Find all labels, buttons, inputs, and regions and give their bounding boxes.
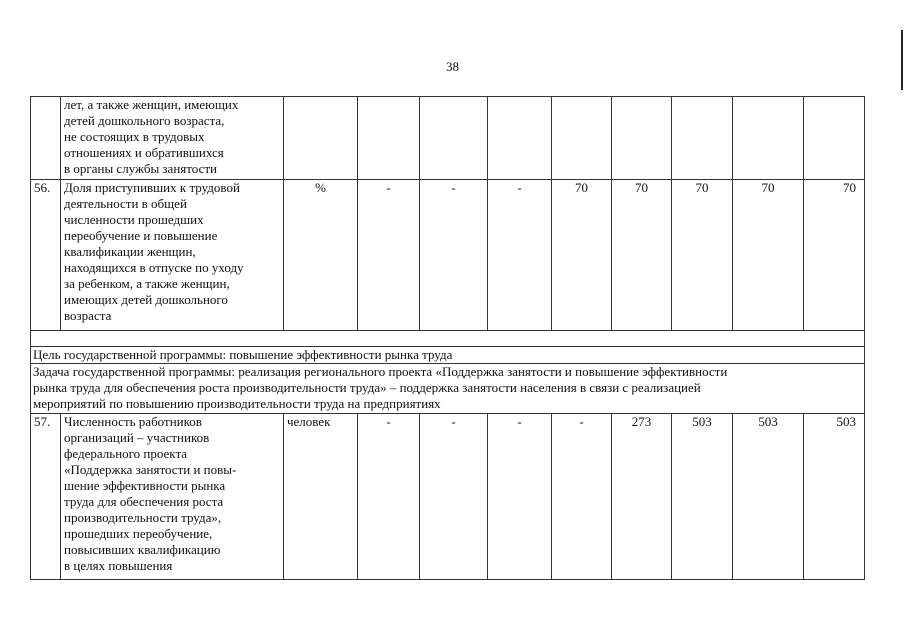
value-cell: -	[488, 180, 552, 331]
row-unit: %	[284, 180, 358, 331]
table-row-task	[31, 364, 865, 414]
page-number: 38	[446, 59, 459, 74]
value-cell	[488, 97, 552, 180]
value-cell	[672, 97, 733, 180]
text-line: деятельности в общей	[64, 196, 187, 211]
text-line: численности прошедших	[64, 212, 204, 227]
text-line: детей дошкольного возраста,	[64, 113, 225, 128]
value-cell	[733, 97, 804, 180]
table-row-continuation	[31, 97, 865, 180]
text-line: за ребенком, а также женщин,	[64, 276, 230, 291]
value-cell	[358, 97, 420, 180]
value-cell: -	[420, 180, 488, 331]
table-row-spacer	[31, 331, 865, 347]
value-cell: 273	[612, 414, 672, 580]
value-cell: -	[552, 414, 612, 580]
value-cell: 70	[612, 180, 672, 331]
value-cell: 70	[733, 180, 804, 331]
text-line: в органы службы занятости	[64, 161, 218, 176]
goal-cell: Цель государственной программы: повышение эффективности рынка труда	[31, 347, 865, 364]
row-number	[31, 97, 61, 180]
text-line: в целях повышения	[64, 558, 173, 573]
value-cell: 503	[672, 414, 733, 580]
value-cell	[804, 97, 865, 180]
value-cell: 70	[672, 180, 733, 331]
text-line: мероприятий по повышению производительности труда на предприятиях	[33, 396, 441, 411]
row-description	[61, 180, 284, 331]
value-cell: 70	[804, 180, 865, 331]
text-line: рынка труда для обеспечения роста производительности труда» – поддержка занятости населения в связи с реализацией	[33, 380, 701, 395]
value-cell	[612, 97, 672, 180]
spacer-cell	[31, 331, 865, 347]
text-line: возраста	[64, 308, 112, 323]
text-line: прошедших переобучение,	[64, 526, 213, 541]
task-cell	[31, 364, 865, 414]
value-cell: -	[420, 414, 488, 580]
text-line: Численность работников	[64, 414, 202, 429]
table-row-56	[31, 180, 865, 331]
value-cell: -	[488, 414, 552, 580]
value-cell: 70	[552, 180, 612, 331]
row-description	[61, 414, 284, 580]
value-cell: 503	[733, 414, 804, 580]
text-line: Задача государственной программы: реализация регионального проекта «Поддержка занятости и повышение эффективности	[33, 364, 728, 379]
row-number: 56.	[31, 180, 61, 331]
indicators-table	[30, 96, 865, 580]
text-line: производительности труда»,	[64, 510, 222, 525]
text-line: имеющих детей дошкольного	[64, 292, 228, 307]
text-line: федерального проекта	[64, 446, 188, 461]
margin-mark	[901, 30, 903, 90]
value-cell	[420, 97, 488, 180]
row-unit: человек	[284, 414, 358, 580]
value-cell: -	[358, 414, 420, 580]
table-row-57	[31, 414, 865, 580]
row-unit	[284, 97, 358, 180]
table-row-goal	[31, 347, 865, 364]
text-line: труда для обеспечения роста	[64, 494, 224, 509]
text-line: шение эффективности рынка	[64, 478, 226, 493]
text-line: находящихся в отпуске по уходу	[64, 260, 244, 275]
text-line: не состоящих в трудовых	[64, 129, 205, 144]
row-description	[61, 97, 284, 180]
value-cell: -	[358, 180, 420, 331]
row-number: 57.	[31, 414, 61, 580]
text-line: Доля приступивших к трудовой	[64, 180, 240, 195]
text-line: организаций – участников	[64, 430, 210, 445]
text-line: отношениях и обратившихся	[64, 145, 224, 160]
value-cell	[552, 97, 612, 180]
text-line: переобучение и повышение	[64, 228, 218, 243]
text-line: повысивших квалификацию	[64, 542, 221, 557]
text-line: квалификации женщин,	[64, 244, 196, 259]
text-line: лет, а также женщин, имеющих	[64, 97, 239, 112]
value-cell: 503	[804, 414, 865, 580]
text-line: «Поддержка занятости и повы-	[64, 462, 237, 477]
